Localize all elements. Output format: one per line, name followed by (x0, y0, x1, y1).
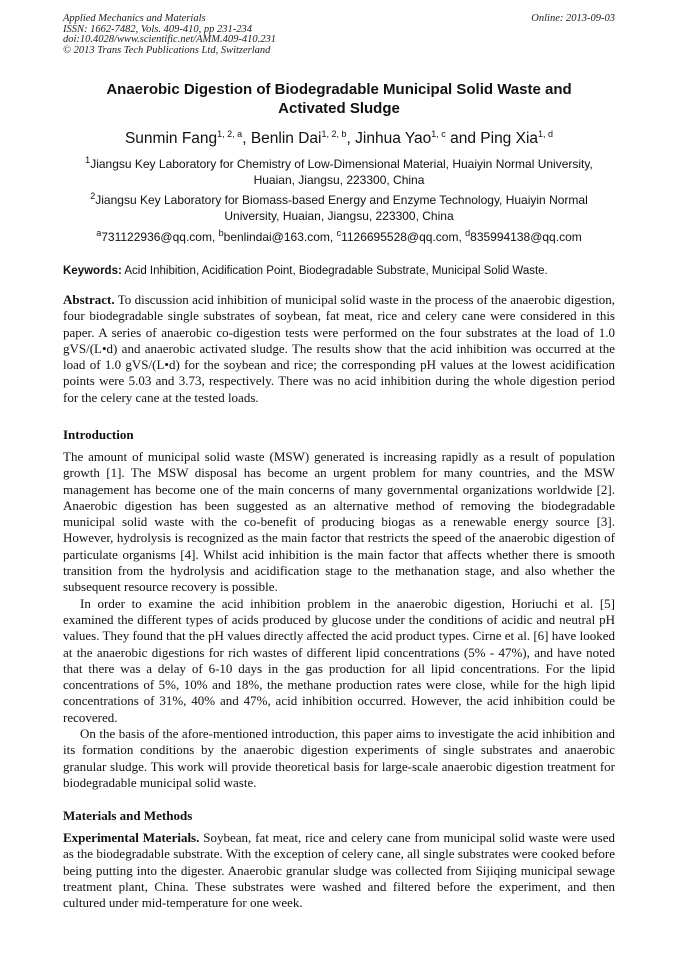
author-separator: , (346, 130, 356, 147)
affiliation-line: Jiangsu Key Laboratory for Chemistry of Low-Dimensional Material, Huaiyin Normal University, (90, 157, 593, 171)
introduction-body (63, 449, 615, 791)
affiliation-line: University, Huaian, Jiangsu, 223300, China (224, 209, 454, 223)
email-address[interactable]: benlindai@163.com, (223, 230, 337, 244)
author-separator: and (445, 130, 481, 147)
paper-title (63, 80, 615, 118)
materials-lead: Experimental Materials. (63, 830, 200, 845)
affiliation-line: Huaian, Jiangsu, 223300, China (253, 173, 425, 187)
email-superscript: b (218, 228, 224, 238)
author-separator: , (242, 130, 251, 147)
abstract-text: To discussion acid inhibition of municipal solid waste in the process of the anaerobic digestion, four biodegradable single substrates of soybean, fat meat, rice and celery cane were considered in this paper. A series of anaerobic co-digestion tests were performed on the four substrates at the load of 1.0 gVS/(L•d) and anaerobic activated sludge. The results show that the acid inhibition was occurred at the load of 1.0 gVS/(L•d) for the soybean and rice; the corresponding pH values at the lowest acidification points were 5.03 and 3.73, respectively. There was no acid inhibition during the whole digestion period for the celery cane at the tested loads. (63, 292, 615, 405)
materials-body (63, 830, 615, 911)
materials-heading: Materials and Methods (63, 808, 193, 823)
keywords (63, 264, 615, 279)
introduction-heading: Introduction (63, 427, 134, 442)
materials-text: Soybean, fat meat, rice and celery cane from municipal solid waste were used as the biodegradable substrate. With the exception of celery cane, all single substrates were cooked before being putting into the digester. Anaerobic granular sludge was collected from Sijiqing municipal sewage treatment plant, China. These substrates were washed and filtered before the experiment, and then cultured under mid-temperature for one week. (63, 830, 615, 911)
paragraph (63, 830, 615, 911)
abstract (63, 292, 615, 406)
email-list (63, 229, 615, 245)
title-line-1: Anaerobic Digestion of Biodegradable Municipal Solid Waste and (106, 81, 572, 98)
author-superscript: 1, 2, b (321, 128, 347, 139)
title-line-2: Activated Sludge (278, 100, 400, 117)
author-superscript: 1, 2, a (217, 128, 243, 139)
author-name: Benlin Dai (250, 130, 322, 147)
issn: ISSN: 1662-7482, Vols. 409-410, pp 231-234 (63, 23, 252, 35)
doi: doi:10.4028/www.scientific.net/AMM.409-410.231 (63, 34, 276, 45)
affiliation-1 (63, 156, 615, 188)
copyright: © 2013 Trans Tech Publications Ltd, Switzerland (63, 44, 271, 56)
email-superscript: a (96, 228, 102, 238)
email-superscript: d (465, 228, 471, 238)
online-date: Online: 2013-09-03 (531, 13, 615, 24)
email-superscript: c (336, 228, 342, 238)
affiliation-line: Jiangsu Key Laboratory for Biomass-based Energy and Enzyme Technology, Huaiyin Normal (95, 193, 588, 207)
author-name: Jinhua Yao (355, 130, 432, 147)
journal-meta (63, 14, 615, 56)
keywords-text: Acid Inhibition, Acidification Point, Biodegradable Substrate, Municipal Solid Waste. (121, 265, 548, 277)
paragraph: On the basis of the afore-mentioned introduction, this paper aims to investigate the acid inhibition and its formation conditions by the anaerobic digestion experiments of single substrates and anaerobic granular sludge. This work will provide theoretical basis for large-scale anaerobic digestion treatment for biodegradable municipal solid waste. (63, 726, 615, 790)
affiliation-2 (63, 192, 615, 224)
email-address[interactable]: 731122936@qq.com, (101, 230, 219, 244)
email-address[interactable]: 1126695528@qq.com, (341, 230, 466, 244)
abstract-label: Abstract. (63, 292, 115, 307)
author-list (63, 129, 615, 149)
keywords-label: Keywords: (63, 265, 122, 277)
email-address[interactable]: 835994138@qq.com (470, 230, 582, 244)
affiliation-superscript: 2 (90, 191, 96, 201)
author-name: Sunmin Fang (124, 130, 218, 147)
author-superscript: 1, d (538, 128, 554, 139)
paragraph: The amount of municipal solid waste (MSW) generated is increasing rapidly as a result of population growth [1]. The MSW disposal has become an urgent problem for many countries, and the MSW management has become one of the main concerns of many governmental organizations worldwide [2]. Anaerobic digestion has been suggested as an alternative method of removing the biodegradable municipal solid waste with the co-benefit of producing biogas as a renewable energy source [3]. However, hydrolysis is recognized as the main factor that restricts the speed of the anaerobic digestion of particulate organisms [4]. Whilst acid inhibition is the main factor that affects whether there is smooth transition from the hydrolysis and acidification stage to the methanation stage, and also whether the subsequent resource recovery is possible. (63, 449, 615, 595)
author-superscript: 1, c (431, 128, 446, 139)
journal-name: Applied Mechanics and Materials (63, 13, 206, 24)
author-name: Ping Xia (480, 130, 539, 147)
affiliation-superscript: 1 (85, 155, 91, 165)
paragraph: In order to examine the acid inhibition problem in the anaerobic digestion, Horiuchi et al. [5] examined the different types of acids produced by glucose under the conditions of acidic and neutral pH values. They found that the pH values directly affected the acid product types. Cirne et al. [6] have looked at the anaerobic digestions for rich wastes of different lipid concentrations (5% - 47%), and have noted that there was a delay of 6-10 days in the gas production for all lipid concentrations. For the lipid concentrations of 5%, 10% and 18%, the methane production rates were close, while for the high lipid concentrations of 31%, 40% and 47%, acid inhibition occurred. However, the acid inhibition could be recovered. (63, 595, 615, 725)
